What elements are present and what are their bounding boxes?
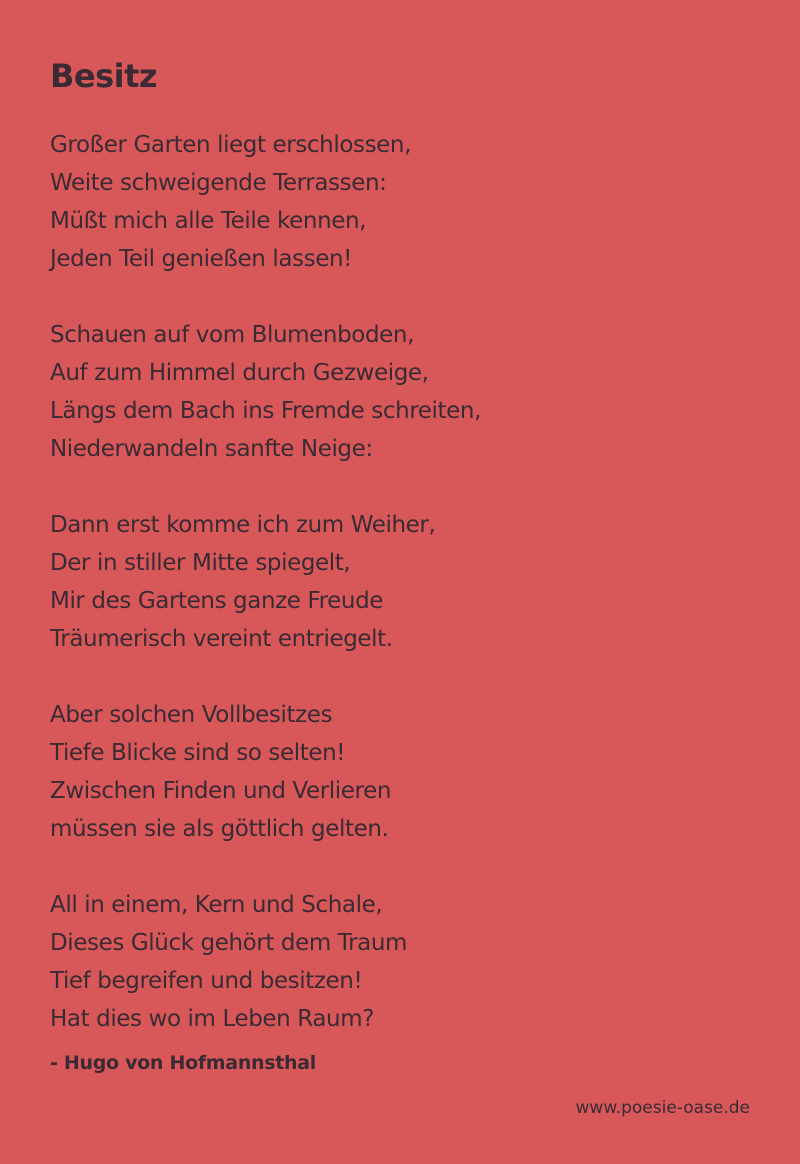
poem-line: Auf zum Himmel durch Gezweige, [50, 360, 429, 386]
poem-line: Schauen auf vom Blumenboden, [50, 322, 414, 348]
poem-line: Mir des Gartens ganze Freude [50, 588, 384, 614]
stanza-4 [50, 696, 391, 848]
poem-line: Träumerisch vereint entriegelt. [50, 626, 393, 652]
poem-line: All in einem, Kern und Schale, [50, 892, 383, 918]
poem-author: - Hugo von Hofmannsthal [50, 1052, 317, 1074]
website-link[interactable]: www.poesie-oase.de [575, 1098, 750, 1118]
poem-title: Besitz [50, 57, 158, 95]
poem-line: müssen sie als göttlich gelten. [50, 816, 389, 842]
poem-line: Tiefe Blicke sind so selten! [50, 740, 346, 766]
poem-line: Müßt mich alle Teile kennen, [50, 208, 367, 234]
poem-line: Zwischen Finden und Verlieren [50, 778, 391, 804]
poem-line: Dieses Glück gehört dem Traum [50, 930, 407, 956]
poem-line: Weite schweigende Terrassen: [50, 170, 387, 196]
stanza-5 [50, 886, 407, 1038]
stanza-2 [50, 316, 481, 468]
poem-line: Dann erst komme ich zum Weiher, [50, 512, 436, 538]
poem-line: Großer Garten liegt erschlossen, [50, 132, 412, 158]
poem-line: Der in stiller Mitte spiegelt, [50, 550, 351, 576]
poem-line: Längs dem Bach ins Fremde schreiten, [50, 398, 481, 424]
poem-line: Niederwandeln sanfte Neige: [50, 436, 373, 462]
stanza-1 [50, 126, 411, 278]
stanza-3 [50, 506, 435, 658]
poem-line: Jeden Teil genießen lassen! [50, 246, 352, 272]
poem-line: Hat dies wo im Leben Raum? [50, 1006, 375, 1032]
poem-line: Tief begreifen und besitzen! [50, 968, 363, 994]
poem-line: Aber solchen Vollbesitzes [50, 702, 333, 728]
